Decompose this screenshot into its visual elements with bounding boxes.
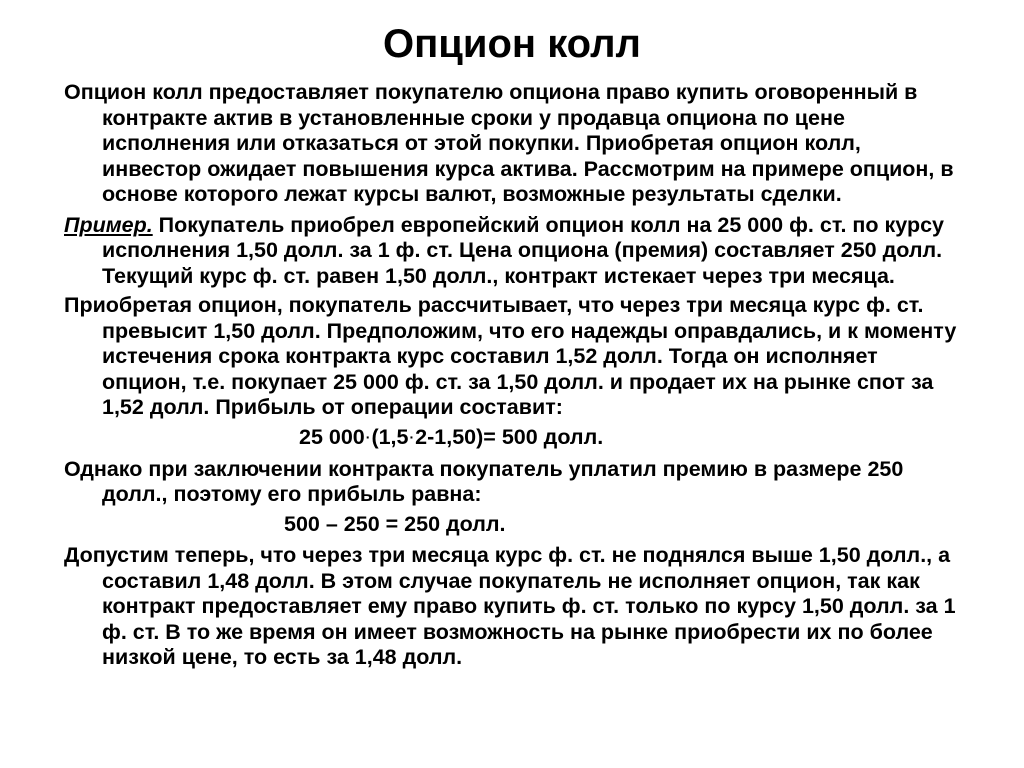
slide-title: Опцион колл (383, 22, 641, 66)
premium-paragraph: Однако при заключении контракта покупатель уплатил премию в размере 250 долл., поэтому его прибыль равна: (64, 456, 904, 507)
profit-scenario-paragraph: Приобретая опцион, покупатель рассчитывает, что через три месяца курс ф. ст. превысит 1,50 долл. Предположим, что его надежды оправдались, и к моменту истечения срока контракта курс составил 1,52 долл. Тогда он исполняет опцион, т.е. покупает 25 000 ф. ст. за 1,50 долл. и продает их на рынке спот за 1,52 долл. Прибыль от операции составит: (64, 293, 957, 419)
profit-formula (64, 425, 964, 451)
loss-scenario-paragraph: Допустим теперь, что через три месяца курс ф. ст. не поднялся выше 1,50 долл., а составил 1,48 долл. В этом случае покупатель не исполняет опцион, так как контракт предоставляет ему право купить ф. ст. только по курсу 1,50 долл. за 1 ф. ст. В то же время он имеет возможность на рынке приобрести их по более низкой цене, то есть за 1,48 долл. (64, 543, 956, 670)
formula-dot-b: · (409, 429, 415, 446)
formula-dot-a: · (365, 429, 371, 446)
formula-part-c: 2-1,50)= 500 долл. (415, 424, 604, 449)
example-text: Покупатель приобрел европейский опцион колл на 25 000 ф. ст. по курсу исполнения 1,50 долл. за 1 ф. ст. Цена опциона (премия) составляет 250 долл. Текущий курс ф. ст. равен 1,50 долл., контракт истекает через три месяца. (102, 212, 944, 288)
formula-part-a: 25 000 (299, 424, 365, 449)
formula-part-b: (1,5 (371, 424, 409, 449)
slide-body (64, 80, 964, 675)
intro-paragraph: Опцион колл предоставляет покупателю опциона право купить оговоренный в контракте актив в установленные сроки у продавца опциона по цене исполнения или отказаться от этой покупки. Приобретая опцион колл, инвестор ожидает повышения курса актива. Рассмотрим на примере опцион, в основе которого лежат курсы валют, возможные результаты сделки. (64, 80, 954, 206)
net-profit-formula: 500 – 250 = 250 долл. (284, 511, 506, 536)
example-label: Пример. (64, 212, 153, 237)
example-paragraph (64, 213, 964, 290)
